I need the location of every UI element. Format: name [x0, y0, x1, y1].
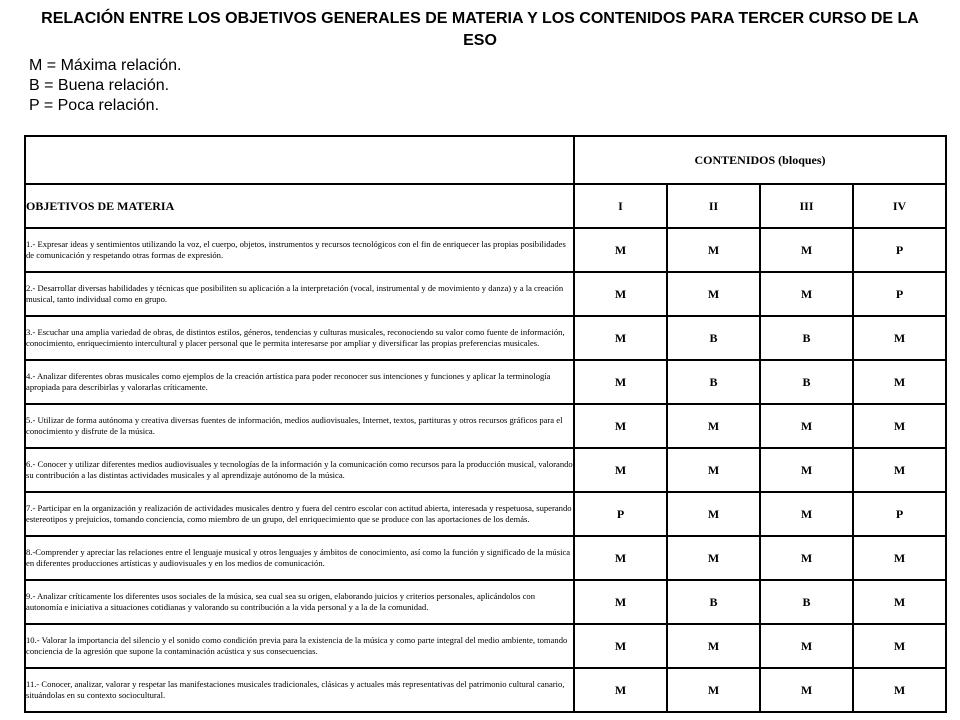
relation-cell: M — [574, 580, 667, 624]
relation-cell: M — [760, 228, 853, 272]
block-header-iv: IV — [853, 184, 946, 228]
relation-cell: M — [667, 448, 760, 492]
relation-cell: M — [574, 668, 667, 712]
relation-cell: M — [574, 404, 667, 448]
relation-cell: M — [853, 448, 946, 492]
relation-cell: B — [667, 360, 760, 404]
table-row — [25, 228, 946, 272]
objective-text: 1.- Expresar ideas y sentimientos utilizando la voz, el cuerpo, objetos, instrumentos y recursos tecnológicos con el fin de enriquecer las propias posibilidades de comunicación y respetando otras formas de expresión. — [25, 228, 574, 272]
table-row — [25, 580, 946, 624]
objective-text: 10.- Valorar la importancia del silencio y el sonido como condición previa para la existencia de la música y como parte integral del medio ambiente, tomando conciencia de la agresión que supone la contaminación acústica y sus consecuencias. — [25, 624, 574, 668]
objetivos-header: OBJETIVOS DE MATERIA — [25, 184, 574, 228]
table-row — [25, 536, 946, 580]
relation-cell: M — [574, 272, 667, 316]
relation-cell: M — [760, 404, 853, 448]
table-row — [25, 624, 946, 668]
relation-cell: M — [667, 668, 760, 712]
relation-cell: M — [574, 316, 667, 360]
relation-cell: M — [760, 536, 853, 580]
relation-cell: M — [574, 448, 667, 492]
objective-text: 7.- Participar en la organización y realización de actividades musicales dentro y fuera del centro escolar con actitud abierta, interesada y respetuosa, superando estereotipos y prejuicios, tomando conciencia, como miembro de un grupo, del enriquecimiento que se produce con las aportaciones de los demás. — [25, 492, 574, 536]
objective-text: 5.- Utilizar de forma autónoma y creativa diversas fuentes de información, medios audiovisuales, Internet, textos, partituras y otros recursos gráficos para el conocimiento y disfrute de la música. — [25, 404, 574, 448]
legend — [29, 56, 182, 116]
objective-text: 2.- Desarrollar diversas habilidades y técnicas que posibiliten su aplicación a la interpretación (vocal, instrumental y de movimiento y danza) y a la creación musical, tanto individual como en grupo. — [25, 272, 574, 316]
relation-cell: B — [760, 316, 853, 360]
relation-cell: B — [760, 360, 853, 404]
relation-cell: M — [574, 228, 667, 272]
objective-text: 9.- Analizar críticamente los diferentes usos sociales de la música, sea cual sea su origen, elaborando juicios y criterios personales, aplicándolos con autonomía e iniciativa a situaciones cotidianas y valorando su contribución a la vida personal y a la de la comunidad. — [25, 580, 574, 624]
relation-cell: M — [853, 580, 946, 624]
relation-cell: M — [667, 404, 760, 448]
relation-cell: M — [853, 536, 946, 580]
relation-cell: M — [853, 624, 946, 668]
block-header-i: I — [574, 184, 667, 228]
table-row — [25, 360, 946, 404]
table-row — [25, 404, 946, 448]
relation-cell: B — [667, 316, 760, 360]
relation-cell: M — [667, 624, 760, 668]
objective-text: 8.-Comprender y apreciar las relaciones entre el lenguaje musical y otros lenguajes y ámbitos de conocimiento, así como la función y significado de la música en diferentes producciones artísticas y audiovisuales y en los medios de comunicación. — [25, 536, 574, 580]
relation-cell: P — [853, 272, 946, 316]
page-title: RELACIÓN ENTRE LOS OBJETIVOS GENERALES DE MATERIA Y LOS CONTENIDOS PARA TERCER CURSO DE LA ESO — [41, 10, 919, 49]
relation-cell: M — [760, 448, 853, 492]
contenidos-header: CONTENIDOS (bloques) — [574, 136, 946, 184]
legend-good: B = Buena relación. — [29, 77, 170, 94]
table-row — [25, 492, 946, 536]
objective-text: 6.- Conocer y utilizar diferentes medios audiovisuales y tecnologías de la información y la comunicación como recursos para la producción musical, valorando su contribución a las distintas actividades musicales y al aprendizaje autónomo de la música. — [25, 448, 574, 492]
relation-cell: P — [853, 492, 946, 536]
relation-cell: M — [760, 624, 853, 668]
table-row — [25, 316, 946, 360]
relation-cell: M — [667, 536, 760, 580]
objective-text: 11.- Conocer, analizar, valorar y respetar las manifestaciones musicales tradicionales, clásicas y actuales más representativas del patrimonio cultural canario, situándolas en su contexto sociocultural. — [25, 668, 574, 712]
relation-cell: B — [667, 580, 760, 624]
empty-corner-cell — [25, 136, 574, 184]
table-row — [25, 668, 946, 712]
header-row-blocks — [25, 184, 946, 228]
relation-cell: M — [853, 360, 946, 404]
relation-cell: M — [574, 536, 667, 580]
block-header-iii: III — [760, 184, 853, 228]
table-row — [25, 448, 946, 492]
relation-cell: M — [853, 404, 946, 448]
relation-cell: M — [760, 668, 853, 712]
relation-cell: M — [853, 316, 946, 360]
relation-cell: M — [667, 272, 760, 316]
relation-cell: P — [853, 228, 946, 272]
legend-low: P = Poca relación. — [29, 97, 160, 114]
block-header-ii: II — [667, 184, 760, 228]
header-row-contents — [25, 136, 946, 184]
relation-cell: M — [760, 272, 853, 316]
relation-cell: M — [574, 360, 667, 404]
relation-cell: M — [853, 668, 946, 712]
relation-cell: M — [667, 228, 760, 272]
objective-text: 4.- Analizar diferentes obras musicales como ejemplos de la creación artística para poder reconocer sus intenciones y funciones y aplicar la terminología apropiada para describirlas y valorarlas críticamente. — [25, 360, 574, 404]
relation-cell: M — [760, 492, 853, 536]
objective-text: 3.- Escuchar una amplia variedad de obras, de distintos estilos, géneros, tendencias y culturas musicales, reconociendo su valor como fuente de información, conocimiento, enriquecimiento intercultural y placer personal que le permita interesarse por ampliar y diversificar las propias preferencias musicales. — [25, 316, 574, 360]
relation-table — [24, 135, 947, 713]
relation-cell: P — [574, 492, 667, 536]
relation-cell: B — [760, 580, 853, 624]
legend-max: M = Máxima relación. — [29, 57, 182, 74]
relation-cell: M — [667, 492, 760, 536]
relation-cell: M — [574, 624, 667, 668]
table-row — [25, 272, 946, 316]
